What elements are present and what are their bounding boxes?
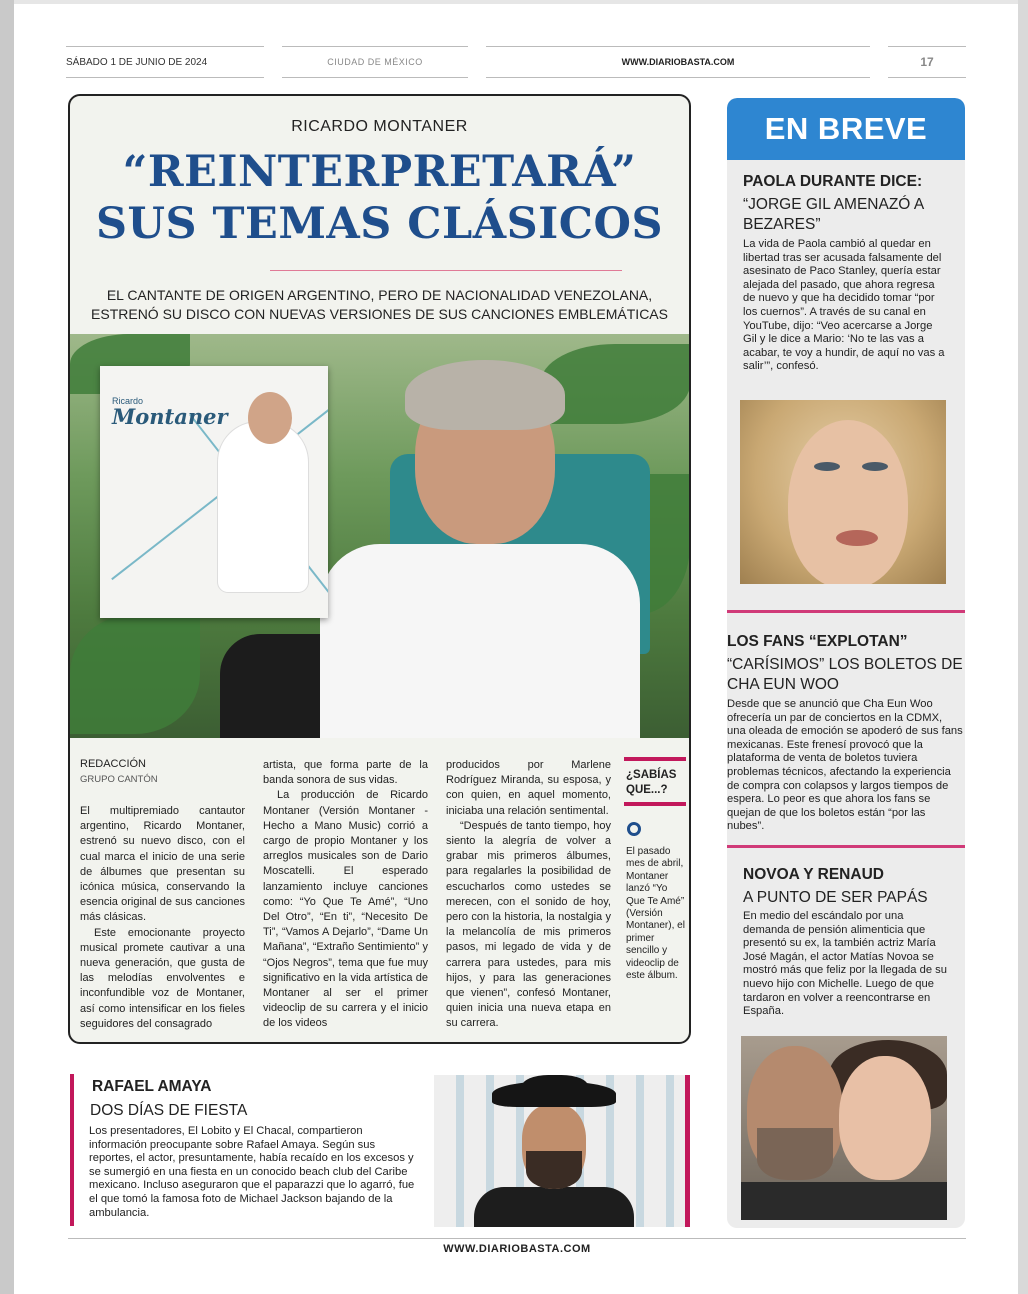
paragraph: producidos por Marlene Rodríguez Miranda, su esposa, y con quien, en aquel momento, iniciaba una relación sentimental. [446,759,611,817]
deck-line-2: ESTRENÓ SU DISCO CON NUEVAS VERSIONES DE SUS CANCIONES EMBLEMÁTICAS [91,306,668,322]
paragraph: artista, que forma parte de la banda sonora de sus vidas. [263,759,428,787]
story-amaya-subtitle: DOS DÍAS DE FIESTA [90,1102,248,1119]
story-amaya-title: RAFAEL AMAYA [92,1078,212,1095]
deck-line-1: EL CANTANTE DE ORIGEN ARGENTINO, PERO DE NACIONALIDAD VENEZOLANA, [106,287,653,303]
section-divider [727,610,965,613]
article-column-1 [80,804,245,1032]
story-amaya-body: Los presentadores, El Lobito y El Chacal, compartieron información preocupante sobre Rafael Amaya. Según sus reportes, el actor, presuntamente, había recaído en los excesos y se sumergió en una fiesta en un conocido beach club del Caribe mexicano. Incluso aseguraron que el paparazzi que lo agarró, fue el que tomó la famosa foto de Michael Jackson bajando de la ambulancia. [89,1125,415,1219]
photo-face [788,420,908,584]
album-face [248,392,292,444]
story-paola-title: PAOLA DURANTE DICE: [743,173,923,190]
headline-line-2: SUS TEMAS CLÁSICOS [95,199,664,249]
article-column-2 [263,758,428,1032]
album-artist-name: Montaner [112,404,228,429]
header-city: CIUDAD DE MÉXICO [282,46,468,78]
album-figure [218,422,308,592]
page-edge-right [1018,0,1028,1294]
sabias-text: El pasado mes de abril, Montaner lanzó “Yo Que Te Amé” (Versión Montaner), el primer sencillo y videoclip de este álbum. [626,846,685,982]
byline-org: GRUPO CANTÓN [80,774,158,785]
sabias-top-bar [624,757,686,761]
section-divider [727,845,965,848]
headline-line-1: “REINTERPRETARÁ” [122,147,637,197]
photo-eye [862,462,888,471]
photo-beard [526,1151,582,1189]
footer-site[interactable]: WWW.DIARIOBASTA.COM [443,1243,591,1255]
story-novoa-subtitle: A PUNTO DE SER PAPÁS [743,889,928,906]
sidebar-header: EN BREVE [727,98,965,160]
paragraph: “Después de tanto tiempo, hoy siento la alegría de volver a grabar mis primeros álbumes, para regalarles la posibilidad de escucharlos como ustedes se merecen, con el sonido de hoy, pero con la historia, la nostalgia y la melancolía de mis primeros pasos, mi legado de vida y de carrera para ustedes, para mis hijos, y para las generaciones que vienen”, confesó Montaner, quien inicia una nueva etapa en su carrera. [446,819,611,1030]
photo-paola-durante [740,400,946,584]
story-paola-subtitle: “JORGE GIL AMENAZÓ A BEZARES” [743,196,924,233]
photo-jacket [474,1187,634,1227]
photo-face [839,1056,931,1180]
story-fans-body: Desde que se anunció que Cha Eun Woo ofrecería un par de conciertos en la CDMX, una oleada de emoción se apoderó de sus fans mexicanas. Este frenesí provocó que la plataforma de venta de boletos tuviera problemas técnicos, afectando la experiencia de compra con colapsos y largos tiempos de espera. Lo peor es que ahora los fans se quejan de que los boletos están “por las nubes”. [727,698,963,833]
paragraph: Este emocionante proyecto musical promete cautivar a una nueva generación, que gusta de las melodías envolventes e inconfundible voz de Montaner, así como intensificar en los fieles seguidores del consagrado [80,926,245,1030]
album-cover [100,366,328,618]
article-headline [70,146,689,250]
article-column-3 [446,758,611,1032]
story-fans-title: LOS FANS “EXPLOTAN” [727,633,908,650]
circle-bullet-icon [627,822,641,836]
footer-rule [68,1238,966,1239]
article-deck [70,286,689,324]
story-novoa-body: En medio del escándalo por una demanda de pensión alimenticia que presentó su ex, la también actriz María José Magán, el actor Matías Novoa se mostró más que feliz por la llegada de su nuevo hijo con Michelle. Luego de que tardaron en volver a reencontrarse en España. [743,910,947,1018]
photo-eye [814,462,840,471]
article-kicker: RICARDO MONTANER [291,118,468,135]
leaf-shape [70,614,200,734]
byline: REDACCIÓN [80,758,147,770]
story-novoa-title: NOVOA Y RENAUD [743,866,884,883]
sabias-bottom-bar [624,802,686,806]
paragraph: La producción de Ricardo Montaner (Versión Montaner - Hecho a Mano Music) corrió a cargo de propio Montaner y los arreglos musicales son de Dario Moscatelli. El esperado lanzamiento incluye canciones como: “Yo Que Te Amé”, “Uno Del Otro”, “En ti”, “Necesito De Ti”, “Vamos A Dejarlo”, “Dame Un Mañana”, “Extraño Sentimiento” y “Ojos Negros”, tema que fue muy significativo en la vida artística de Montaner al ser el primer videoclip de su carrera y el inicio de los videos [263,789,428,1030]
sabias-title: ¿SABÍAS QUE...? [626,769,677,796]
album-artist-first: Ricardo [112,396,144,406]
cowboy-hat-crown [522,1075,588,1103]
story-accent-bar [70,1074,74,1226]
photo-clothes [741,1182,947,1220]
page-edge-left [0,0,14,1294]
story-fans-subtitle: “CARÍSIMOS” LOS BOLETOS DE CHA EUN WOO [727,656,963,693]
story-paola-body: La vida de Paola cambió al quedar en libertad tras ser acusada falsamente del asesinato de Paco Stanley, quería estar alejada del pasado, que ahora regresa de nuevo y que ha decidido tomar “por los cuernos”. A través de su canal en YouTube, dijo: “Veo acercarse a Jorge Gil y le dice a Mario: ‘No te las vas a acabar, te voy a hundir, de aquí no vas a salir’”, confesó. [743,238,945,373]
page-edge-top [14,0,1018,4]
main-article [68,94,691,1044]
photo-shirt [320,544,640,738]
page-number: 17 [888,46,966,78]
photo-hair [405,360,565,430]
photo-lips [836,530,878,546]
photo-rafael-amaya [434,1075,690,1227]
main-photo [70,334,690,738]
header-date: SÁBADO 1 DE JUNIO DE 2024 [66,46,264,78]
photo-beard [757,1128,833,1180]
photo-novoa-renaud [741,1036,947,1220]
paragraph: El multipremiado cantautor argentino, Ricardo Montaner, estrenó su nuevo disco, con el cual marca el inicio de una serie de álbumes que presentan su icónica música, conservando la esencia original de sus canciones más clásicas. [80,805,245,924]
header-site[interactable]: WWW.DIARIOBASTA.COM [486,46,870,78]
headline-divider [270,270,622,271]
